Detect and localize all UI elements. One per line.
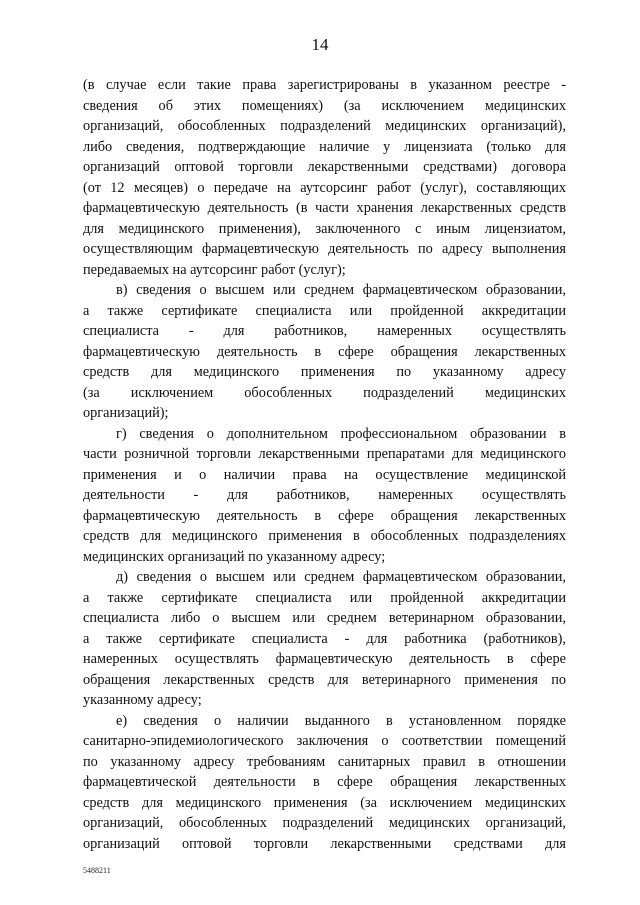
paragraph [83,711,566,855]
text-line: части розничной торговли лекарственными препаратами для медицинского [83,446,566,462]
text-line: специалиста - для работников, намеренных осуществлять [83,323,566,339]
text-line: организаций оптовой торговли лекарственными средствами для [83,835,566,852]
text-line: фармацевтическую деятельность (в части хранения лекарственных средств [83,200,566,216]
text-line: средств для медицинского применения в обособленных подразделениях [83,528,566,544]
text-line: намеренных осуществлять фармацевтическую деятельность в сфере [83,651,566,667]
text-line: медицинских организаций по указанному адресу; [83,548,386,565]
text-line: а также сертификате специалиста или пройденной аккредитации [83,589,566,606]
text-line: фармацевтическую деятельность в сфере обращения лекарственных [83,343,566,360]
text-line: указанному адресу; [83,692,202,708]
text-line: по указанному адресу требованиям санитарных правил в отношении [83,753,566,770]
text-line: фармацевтической деятельности в сфере обращения лекарственных [83,774,566,790]
text-line: организаций оптовой торговли лекарственными средствами) договора [83,159,566,175]
text-line: д) сведения о высшем или среднем фармацевтическом образовании, [116,569,566,585]
document-body [83,75,566,854]
text-line: организаций); [83,405,169,421]
text-line: осуществляющим фармацевтическую деятельность по адресу выполнения [83,241,566,257]
text-line: деятельности - для работников, намеренных осуществлять [83,487,566,503]
text-line: г) сведения о дополнительном профессиональном образовании в [116,425,566,442]
text-line: фармацевтическую деятельность в сфере обращения лекарственных [83,507,566,524]
text-line: для медицинского применения), заключенного с иным лицензиатом, [83,220,566,237]
text-line: (в случае если такие права зарегистрированы в указанном реестре - [83,77,566,93]
page-number: 14 [311,35,329,54]
text-line: а также сертификате специалиста - для работника (работников), [83,630,566,647]
text-line: применения и о наличии права на осуществление медицинской [83,466,566,483]
text-line: обращения лекарственных средств для ветеринарного применения по [83,671,566,688]
paragraph [83,75,566,280]
paragraph [83,280,566,424]
text-line: либо сведения, подтверждающие наличие у лицензиата (только для [83,138,566,155]
text-line: организаций, обособленных подразделений медицинских организаций, [83,815,566,831]
paragraph [83,567,566,711]
text-line: организаций, обособленных подразделений медицинских организаций), [83,118,566,134]
text-line: специалиста либо о высшем или среднем ветеринарном образовании, [83,610,566,626]
text-line: санитарно-эпидемиологического заключения о соответствии помещений [83,733,566,749]
text-line: передаваемых на аутсорсинг работ (услуг); [83,261,346,278]
text-line: а также сертификате специалиста или пройденной аккредитации [83,302,566,319]
text-line: сведения об этих помещениях) (за исключением медицинских [83,97,566,114]
text-line: (за исключением обособленных подразделений медицинских [83,384,566,401]
paragraph [83,424,566,568]
text-line: е) сведения о наличии выданного в установленном порядке [116,712,566,729]
text-line: средств для медицинского применения по указанному адресу [83,364,566,380]
text-line: средств для медицинского применения (за исключением медицинских [83,794,566,811]
footer-code: 5488211 [83,866,111,875]
text-line: в) сведения о высшем или среднем фармацевтическом образовании, [116,282,566,298]
text-line: (от 12 месяцев) о передаче на аутсорсинг работ (услуг), составляющих [83,179,566,196]
